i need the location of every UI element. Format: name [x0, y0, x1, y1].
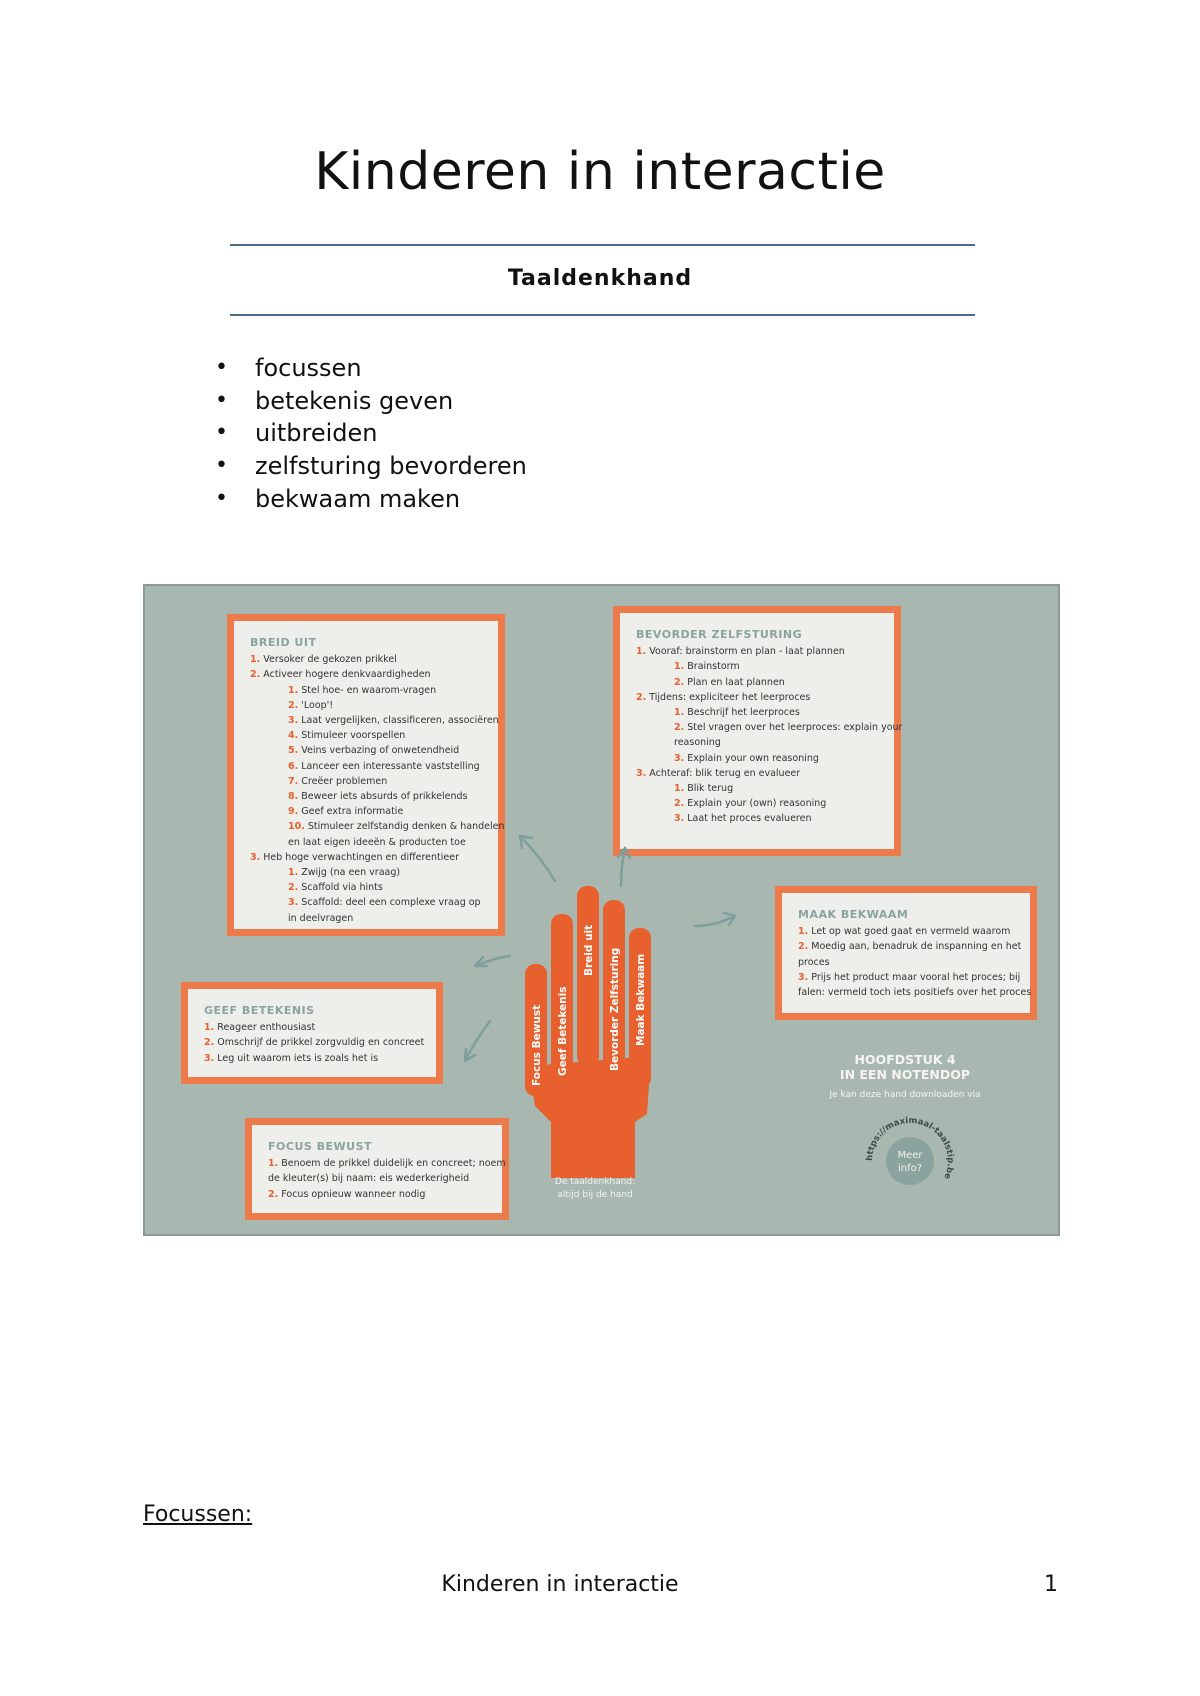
card-line: 1. Benoem de prikkel duidelijk en concreet; noem	[268, 1158, 506, 1170]
card-line: 1. Beschrijf het leerproces	[674, 707, 800, 719]
page-subtitle: Taaldenkhand	[507, 266, 693, 291]
finger-label: Breid uit	[583, 924, 595, 976]
card-line: 2. Plan en laat plannen	[674, 676, 785, 688]
finger-label: Maak Bekwaam	[635, 953, 647, 1046]
bullet-item: • focussen	[205, 352, 527, 385]
bullet-item: • bekwaam maken	[205, 483, 527, 516]
card-line: 4. Stimuleer voorspellen	[288, 730, 406, 742]
card-line: 6. Lanceer een interessante vaststelling	[288, 760, 480, 772]
title-rule-bottom	[230, 314, 975, 316]
bullet-item: • zelfsturing bevorderen	[205, 450, 527, 483]
card-line: 3. Explain your own reasoning	[674, 752, 819, 764]
page-title: Kinderen in interactie	[314, 142, 886, 202]
card-line: 3. Laat het proces evalueren	[674, 813, 812, 825]
card-line: 2. Tijdens: expliciteer het leerproces	[636, 691, 811, 703]
card-line: 7. Creëer problemen	[288, 775, 388, 787]
card-line: 1. Stel hoe- en waarom-vragen	[288, 684, 437, 696]
card-line: en laat eigen ideeën & producten toe	[288, 836, 466, 848]
bullet-item: • betekenis geven	[205, 385, 527, 418]
card-line: 3. Leg uit waarom iets is zoals het is	[204, 1052, 379, 1064]
bullet-item: • uitbreiden	[205, 417, 527, 450]
card-heading: BEVORDER ZELFSTURING	[636, 628, 803, 641]
seal-text: https://maximaal-taalstip.be	[864, 1115, 956, 1181]
section-label: Focussen:	[143, 1502, 253, 1527]
card-line: 8. Beweer iets absurds of prikkelends	[288, 791, 468, 803]
card-line: 10. Stimuleer zelfstandig denken & handelen	[288, 821, 505, 833]
card-line: 1. Vooraf: brainstorm en plan - laat plannen	[636, 646, 845, 658]
card-line: 3. Prijs het product maar vooral het proces; bij	[798, 971, 1021, 983]
hoofdstuk-subtext: Je kan deze hand downloaden via	[829, 1090, 981, 1100]
page-number: 1	[1044, 1572, 1058, 1597]
card-line: 1. Let op wat goed gaat en vermeld waarom	[798, 926, 1011, 938]
card-heading: GEEF BETEKENIS	[204, 1004, 315, 1017]
seal-center-line: Meer	[897, 1150, 923, 1161]
card-line: de kleuter(s) bij naam: eis wederkerigheid	[268, 1173, 470, 1185]
card-line: 1. Brainstorm	[674, 661, 740, 673]
card-line: 9. Geef extra informatie	[288, 806, 404, 818]
card-line: 1. Zwijg (na een vraag)	[288, 867, 401, 879]
seal-badge	[860, 1111, 960, 1211]
card-line: 2. Stel vragen over het leerproces: explain your	[674, 722, 903, 734]
card-line: 3. Achteraf: blik terug en evalueer	[636, 767, 801, 779]
card-heading: BREID UIT	[250, 636, 317, 649]
card-line: 2. Scaffold via hints	[288, 882, 383, 894]
card-line: 1. Versoker de gekozen prikkel	[250, 654, 397, 666]
hand-caption: De taaldenkhand: altijd bij de hand	[554, 1177, 636, 1200]
card-line: 3. Heb hoge verwachtingen en differentieer	[250, 851, 460, 863]
card-heading: FOCUS BEWUST	[268, 1140, 373, 1153]
card-line: 2. Focus opnieuw wanneer nodig	[268, 1188, 426, 1200]
card-line: 1. Reageer enthousiast	[204, 1022, 316, 1034]
hoofdstuk-heading: HOOFDSTUK 4 IN EEN NOTENDOP	[839, 1052, 971, 1082]
seal-center-line: info?	[897, 1163, 923, 1174]
card-line: proces	[798, 956, 830, 968]
footer-title: Kinderen in interactie	[441, 1572, 679, 1597]
finger-label: Focus Bewust	[531, 1004, 543, 1086]
card-line: 2. 'Loop'!	[288, 699, 334, 711]
card-line: reasoning	[674, 737, 721, 749]
title-rule-top	[230, 244, 975, 246]
card-line: 2. Explain your (own) reasoning	[674, 798, 827, 810]
card-heading: MAAK BEKWAAM	[798, 908, 909, 921]
card-line: 3. Scaffold: deel een complexe vraag op	[288, 897, 481, 909]
finger-label: Geef Betekenis	[557, 986, 569, 1076]
taaldenkhand-poster	[143, 584, 1060, 1236]
finger-label: Bevorder Zelfsturing	[609, 947, 621, 1071]
card-line: 5. Veins verbazing of onwetendheid	[288, 745, 460, 757]
card-line: 2. Moedig aan, benadruk de inspanning en het	[798, 941, 1022, 953]
card-line: in deelvragen	[288, 912, 354, 924]
card-line: 2. Omschrijf de prikkel zorgvuldig en concreet	[204, 1037, 425, 1049]
bullet-list	[205, 352, 527, 515]
card-line: 3. Laat vergelijken, classificeren, associëren	[288, 715, 499, 727]
card-line: 1. Blik terug	[674, 783, 734, 795]
card-line: 2. Activeer hogere denkvaardigheden	[250, 669, 431, 681]
card-line: falen: vermeld toch iets positiefs over het proces	[798, 987, 1032, 999]
